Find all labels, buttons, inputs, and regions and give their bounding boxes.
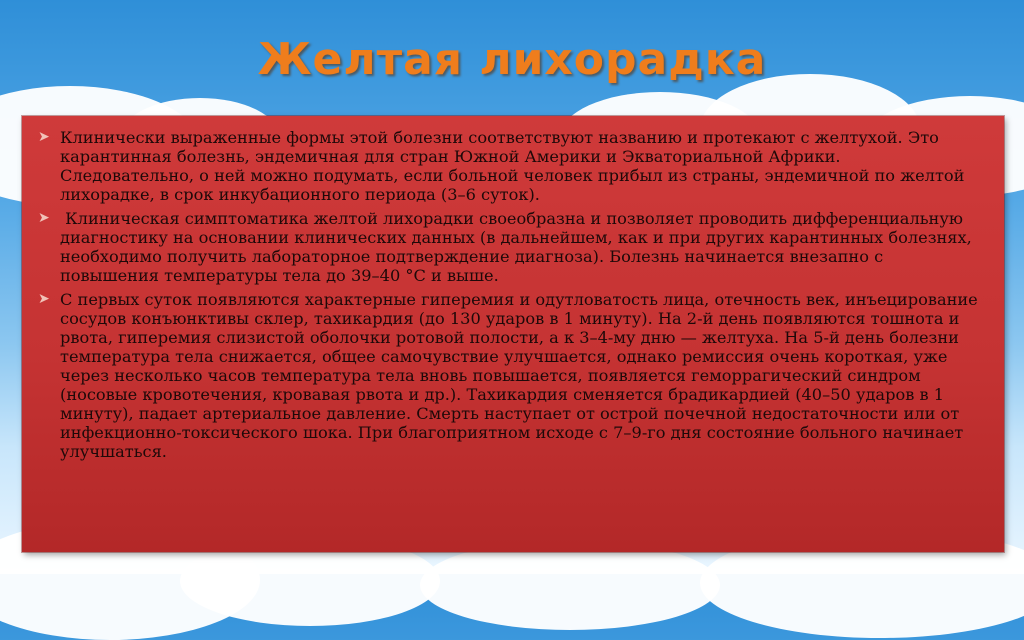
bullet-text: Клиническая симптоматика желтой лихорадки своеобразна и позволяет проводить дифференциальную диагностику на основании клинических данных (в дальнейшем, как и при других карантинных болезнях, необходимо получить лабораторное подтверждение диагноза). Болезнь начинается внезапно с повышения температуры тела до 39–40 °С и выше. — [60, 209, 977, 285]
arrowhead-bullet-icon: ➤ — [38, 129, 50, 145]
slide-title: Желтая лихорадка — [257, 34, 767, 85]
bullet-item — [38, 128, 978, 204]
bullet-item — [38, 290, 978, 461]
bullet-text: С первых суток появляются характерные гиперемия и одутловатость лица, отечность век, инъецирование сосудов конъюнктивы склер, тахикардия (до 130 ударов в 1 минуту). На 2-й день появляются тошнота и рвота, гиперемия слизистой оболочки ротовой полости, а к 3–4-му дню — желтуха. На 5-й день болезни температура тела снижается, общее самочувствие улучшается, однако ремиссия очень короткая, уже через несколько часов температура тела вновь повышается, появляется геморрагический синдром (носовые кровотечения, кровавая рвота и др.). Тахикардия сменяется брадикардией (40–50 ударов в 1 минуту), падает артериальное давление. Смерть наступает от острой почечной недостаточности или от инфекционно-токсического шока. При благоприятном исходе с 7–9-го дня состояние больного начинает улучшаться. — [60, 290, 978, 461]
bullet-list — [38, 128, 978, 461]
content-panel — [22, 116, 1004, 552]
cloud-decoration — [420, 540, 720, 630]
arrowhead-bullet-icon: ➤ — [38, 291, 50, 307]
bullet-text: Клинически выраженные формы этой болезни соответствуют названию и протекают с желтухой. Это карантинная болезнь, эндемичная для стран Южной Америки и Экваториальной Африки. Следовательно, о ней можно подумать, если больной человек прибыл из страны, эндемичной по желтой лихорадке, в срок инкубационного периода (3–6 суток). — [60, 128, 965, 204]
bullet-item — [38, 209, 978, 285]
arrowhead-bullet-icon: ➤ — [38, 210, 50, 226]
